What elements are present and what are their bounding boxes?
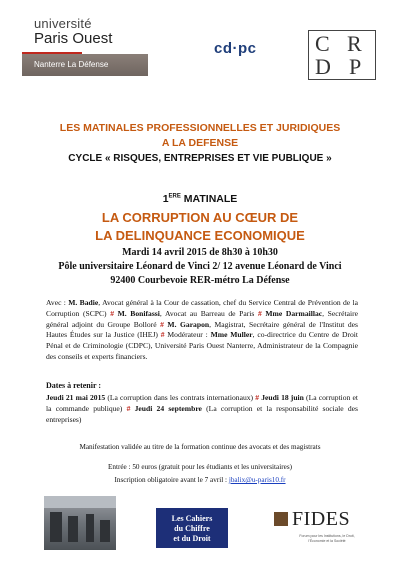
validation-note: Manifestation validée au titre de la formation continue des avocats et des magistrats [79,443,321,451]
event-place: Pôle universitaire Léonard de Vinci 2/ 12 avenue Léonard de Vinci [58,261,342,272]
cycle-title: CYCLE « RISQUES, ENTREPRISES ET VIE PUBLIQUE » [68,153,332,164]
crdp-logo: C R D P [308,30,376,80]
entry-fee: Entrée : 50 euros (gratuit pour les étudiants et les universitaires) [107,463,293,471]
dates-paragraph: Jeudi 21 mai 2015 (La corruption dans les contrats internationaux) # Jeudi 18 juin (La corruption et la commande publique) # Jeudi 24 septembre (La corruption et la responsabilité sociale des entreprises) [46,393,359,424]
university-logo-line2: Paris Ouest [34,30,113,47]
cdpc-logo-text: cd·pc [214,40,257,57]
university-logo-line3: Nanterre La Défense [34,60,109,69]
cdpc-logo [214,40,276,64]
theme-title-line1: LA CORRUPTION AU CŒUR DE [101,210,299,225]
fides-mark-icon [274,512,288,526]
building-photo [44,496,116,550]
theme-title-line2: LA DELINQUANCE ECONOMIQUE [95,228,305,243]
speakers-paragraph: Avec : M. Badie, Avocat général à la Cour de cassation, chef du Service Central de Prévention de la Corruption (SCPC) # M. Bonifassi, Avocat au Barreau de Paris # Mme Darmaillac, Secrétaire général adjoint du Groupe Bolloré # M. Garapon, Magistrat, Secrétaire général de l'Institut des Hautes Études sur la Justice (IHEJ) # Modérateur : Mme Muller, co-directrice du Centre de Droit Pénal et de Criminologie (CDPC), Université Paris Ouest Nanterre, Administrateur de la Compagnie des conseils et experts financiers. [46,298,359,361]
cahiers-logo: Les Cahiers du Chiffre et du Droit [156,508,228,548]
organizer-title-line2: A LA DEFENSE [161,137,239,149]
organizer-title-line1: LES MATINALES PROFESSIONNELLES ET JURIDIQUES [59,122,341,134]
fides-logo: FIDES Forum pour les Institutions, le Droit, l'Économie et la Société [274,508,360,548]
registration-email-link[interactable]: jbalix@u-paris10.fr [228,476,286,484]
event-city: 92400 Courbevoie RER-métro La Défense [110,275,290,286]
event-date-time: Mardi 14 avril 2015 de 8h30 à 10h30 [122,247,278,258]
matinale-number: 1ERE MATINALE [162,193,238,205]
university-logo-line1: université [34,16,92,31]
university-logo [22,14,152,76]
dates-heading: Dates à retenir : [46,381,102,390]
registration-note: Inscription obligatoire avant le 7 avril : jbalix@u-paris10.fr [114,476,286,484]
